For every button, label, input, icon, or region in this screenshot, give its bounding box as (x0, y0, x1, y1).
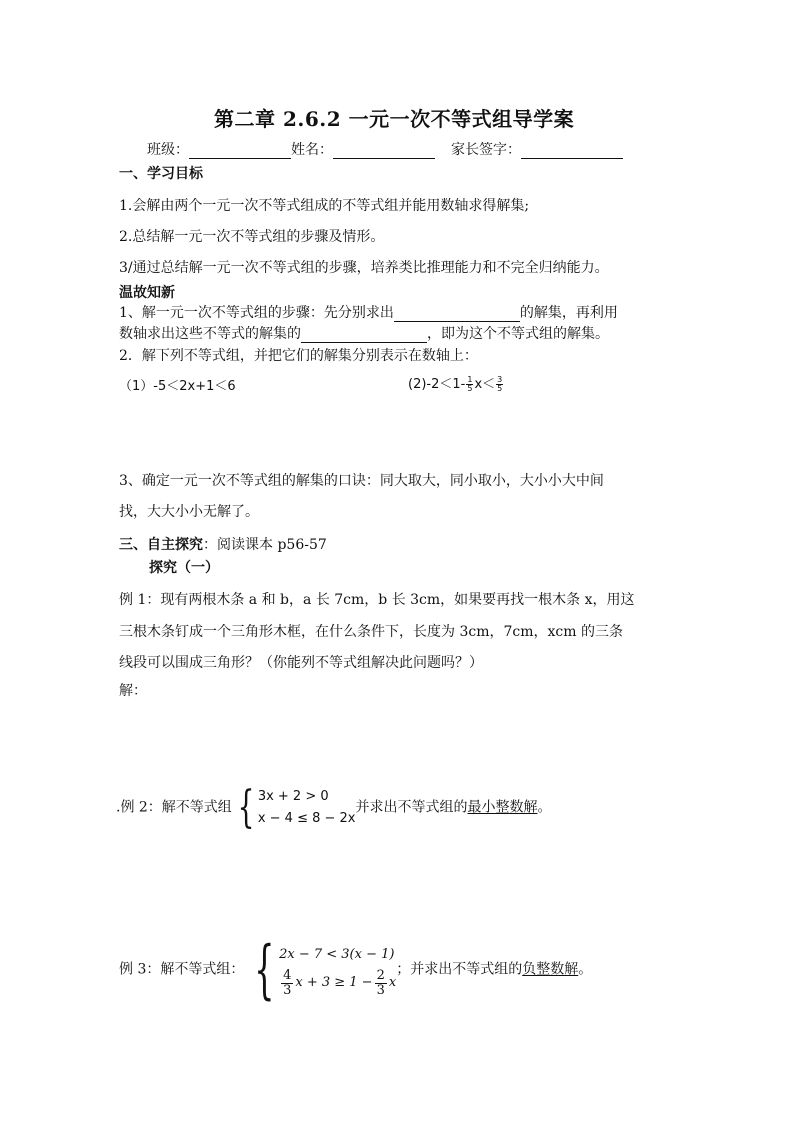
parent-sign-label: 家长签字： (451, 142, 521, 158)
inequality-3-1: 2x − 7 < 3(x − 1) (279, 946, 395, 962)
example-3: 例 3：解不等式组： { 2x − 7 < 3(x − 1) 4 3 x + 3 ≥ 1 − $\frac{2}{3}$ x ；并求出不等式组的负整数解。 (119, 933, 593, 1007)
goal-3: 3/通过总结解一元一次不等式组的步骤，培养类比推理能力和不完全归纳能力。 (119, 260, 609, 276)
fraction-one-fifth: $\frac{1}{5}$ (467, 375, 473, 393)
goal-1: 1.会解由两个一元一次不等式组成的不等式组并能用数轴求得解集; (119, 198, 530, 214)
review-item-3-line2: 找，大大小小无解了。 (119, 504, 259, 520)
brace-icon: { (237, 782, 255, 833)
name-field[interactable] (333, 144, 435, 159)
problem-2: (2)-2＜1- $\frac{1}{5}$ x＜ $\frac{3}{5}$ (408, 375, 503, 393)
steps-blank[interactable] (394, 307, 520, 322)
goal-2: 2.总结解一元一次不等式组的步骤及情形。 (119, 229, 385, 245)
intersection-blank[interactable] (301, 328, 427, 343)
inequality-system-2 (232, 782, 356, 833)
example-2: .例 2：解不等式组 { 3x + 2 > 0 x − 4 ≤ 8 − 2x 并求出不等式组的最小整数解。 (116, 782, 552, 833)
example-1-line3: 线段可以围成三角形？（你能列不等式组解决此问题吗？） (119, 655, 483, 671)
section3-heading: 三、自主探究：阅读课本 p56-57 (119, 537, 327, 553)
section1-heading: 一、学习目标 (119, 166, 203, 182)
inequality-3-2: 4 3 x + 3 ≥ 1 − $\frac{2}{3}$ x (283, 967, 397, 998)
name-label: 姓名： (291, 142, 333, 158)
review-item-1-line1: 1、解一元一次不等式组的步骤：先分别求出 的解集，再利用 (119, 305, 618, 321)
review-item-3-line1: 3、确定一元一次不等式组的解集的口诀：同大取大，同小取小，大小小大中间 (119, 473, 604, 489)
brace-icon: { (254, 933, 275, 1007)
negative-integer-solution: 负整数解 (522, 961, 579, 978)
fraction-three-fifths: $\frac{3}{5}$ (497, 375, 503, 393)
info-row (147, 142, 623, 159)
review-heading: 温故知新 (119, 285, 175, 301)
class-field[interactable] (189, 144, 291, 159)
class-label: 班级： (147, 142, 189, 158)
review-item-1-line2: 数轴求出这些不等式的解集的 ，即为这个不等式组的解集。 (119, 326, 609, 342)
solve-label: 解： (119, 683, 147, 699)
inequality-system-3 (244, 933, 397, 1007)
example-1-line1: 例 1：现有两根木条 a 和 b，a 长 7cm，b 长 3cm，如果要再找一根木条 x，用这 (119, 592, 635, 608)
example-1-line2: 三根木条钉成一个三角形木框，在什么条件下，长度为 3cm，7cm，xcm 的三条 (119, 624, 623, 640)
explore-1-heading: 探究（一） (149, 560, 219, 576)
inequality-2-2: x − 4 ≤ 8 − 2x (257, 811, 356, 826)
page-title: 第二章 2.6.2 一元一次不等式组导学案 (214, 107, 575, 131)
parent-sign-field[interactable] (521, 144, 623, 159)
inequality-2-1: 3x + 2 > 0 (257, 789, 329, 804)
min-integer-solution: 最小整数解 (467, 799, 538, 816)
review-item-2: 2．解下列不等式组，并把它们的解集分别表示在数轴上： (119, 348, 478, 364)
problem-1: （1）-5＜2x+1＜6 (119, 379, 236, 394)
